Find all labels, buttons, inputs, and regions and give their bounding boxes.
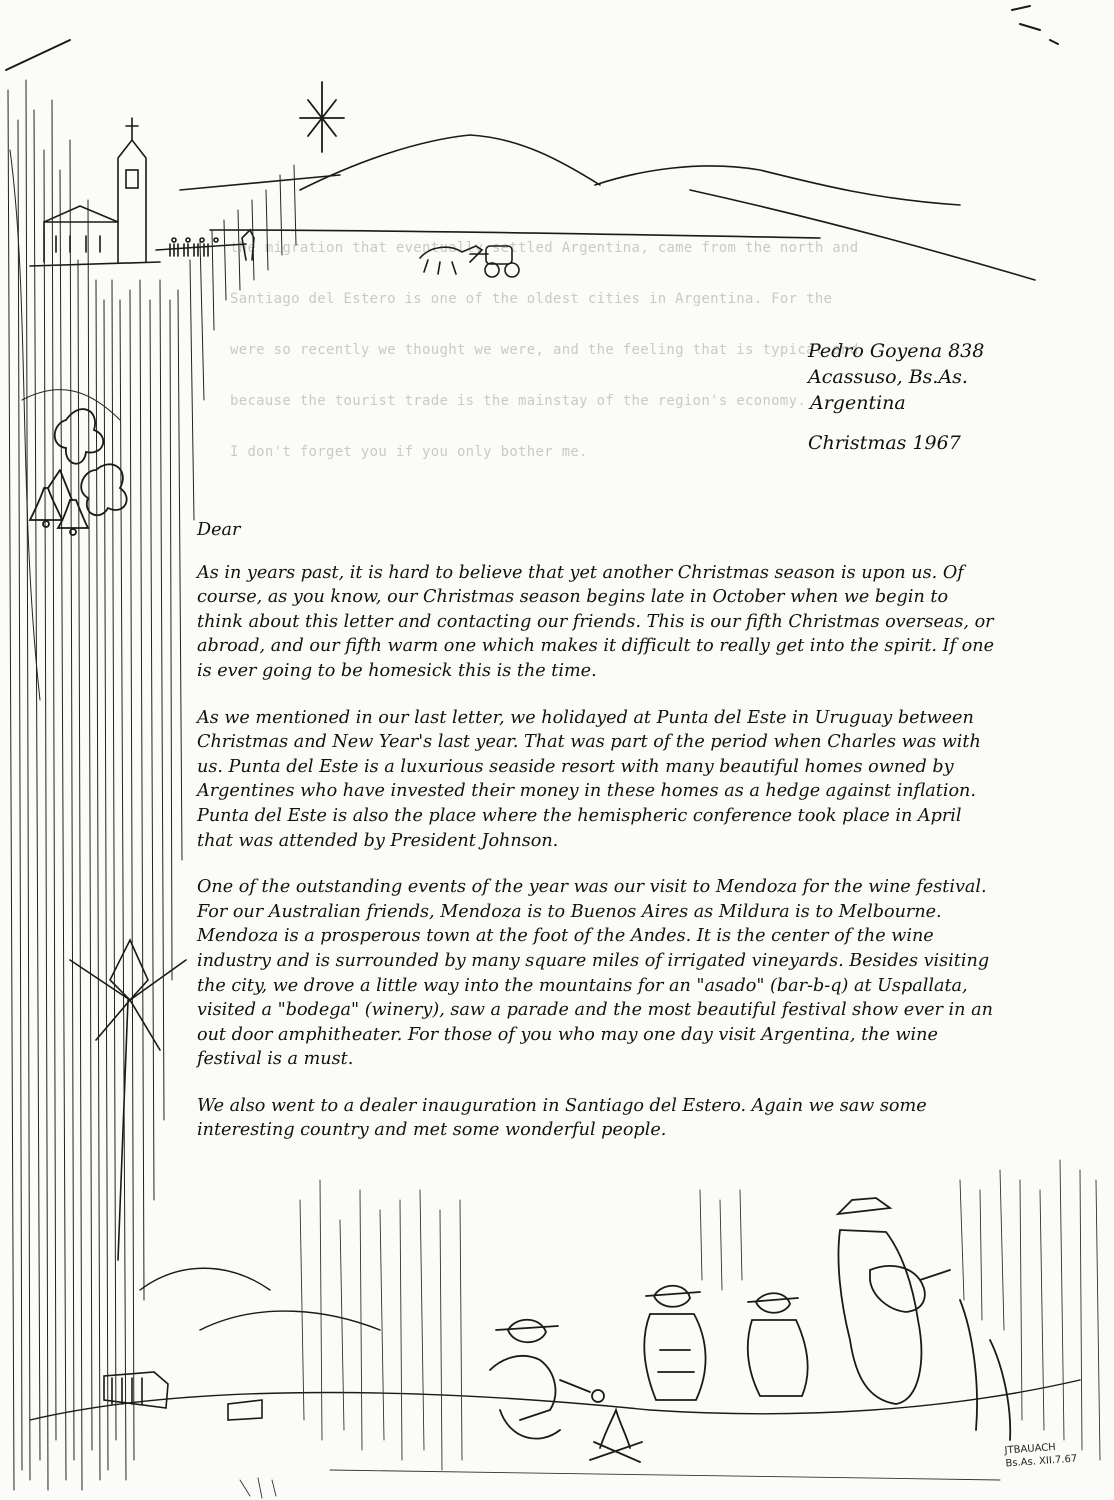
letter-paragraph: As in years past, it is hard to believe that yet another Christmas season is upon us. Of course, as you know, our Christmas season begins late in October when we begin to think about this letter and contacting our friends. This is our fifth Christmas overseas, or abroad, and our fifth warm one which makes it difficult to really get into the spirit. If one is ever going to be homesick this is the time. (197, 562, 995, 681)
artist-signature (1004, 1440, 1077, 1471)
letter-paragraph: One of the outstanding events of the year was our visit to Mendoza for the wine festival. For our Australian friends, Mendoza is to Buenos Aires as Mildura is to Melbourne. Mendoza is a prosperous town at the foot of the Andes. It is the center of the wine industry and is surrounded by many square miles of irrigated vineyards. Besides visiting the city, we drove a little way into the mountains for an "asado" (bar-b-q) at Uspallata, visited a "bodega" (winery), saw a parade and the most beautiful festival show ever in an out door amphitheater. For those of you who may one day visit Argentina, the wine festival is a must. (197, 877, 993, 1070)
return-address (808, 338, 984, 456)
show-through-line: I don't forget you if you only bother me. (230, 444, 588, 460)
address-city: Acassuso, Bs.As. (808, 366, 968, 388)
letter-paragraph: As we mentioned in our last letter, we holidayed at Punta del Este in Uruguay between Christmas and New Year's last year. That was part of the period when Charles was with us. Punta del Este is a luxurious seaside resort with many beautiful homes owned by Argentines who have invested their money in these homes as a hedge against inflation. Punta del Este is also the place where the hemispheric conference took place in April that was attended by President Johnson. (197, 707, 981, 851)
letter-paragraph: We also went to a dealer inauguration in Santiago del Estero. Again we saw some interesting country and met some wonderful people. (197, 1095, 927, 1141)
show-through-line: the migration that eventually settled Argentina, came from the north and (230, 240, 859, 256)
show-through-line: Santiago del Estero is one of the oldest cities in Argentina. For the (230, 291, 833, 307)
windmill-icon (70, 940, 186, 1260)
address-country: Argentina (810, 392, 906, 414)
letter-body (197, 518, 997, 1165)
salutation: Dear (197, 520, 241, 540)
address-street: Pedro Goyena 838 (808, 340, 985, 362)
corner-marks (6, 6, 1058, 70)
church-icon (30, 118, 246, 266)
huts-icon (104, 1372, 262, 1420)
artist-name: JTBAUACH (1004, 1441, 1057, 1457)
show-through-line: were so recently we thought we were, and the feeling that is typical and (230, 342, 859, 358)
star-icon (300, 82, 344, 152)
artist-date: Bs.As. XII.7.67 (1005, 1453, 1078, 1470)
horse-carriage-icon (420, 246, 519, 277)
hills (180, 135, 1035, 280)
ground-hatching (240, 1160, 1100, 1498)
letter-date: Christmas 1967 (808, 432, 961, 454)
gauchos-around-fire (490, 1198, 1010, 1462)
show-through-line: because the tourist trade is the mainstay of the region's economy. (230, 393, 807, 409)
